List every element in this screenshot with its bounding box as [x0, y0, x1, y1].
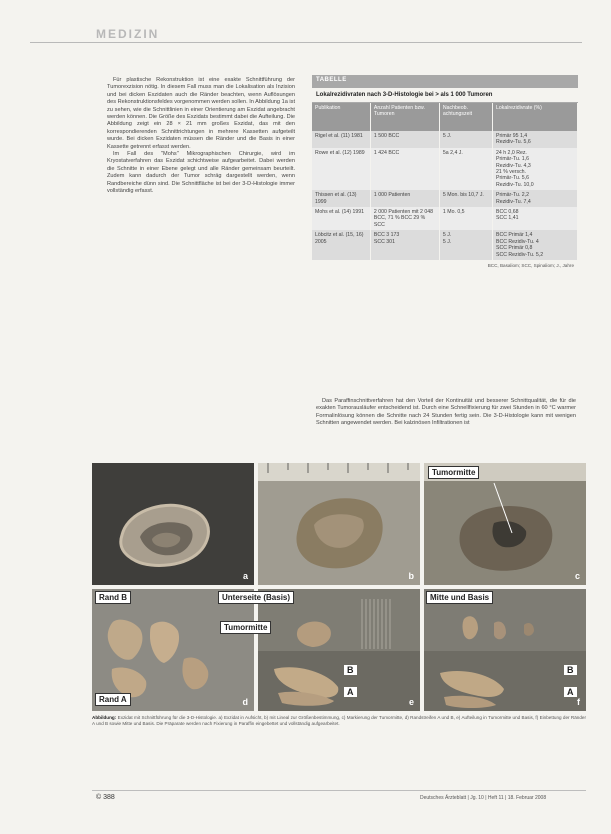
- edge-b-marker: B: [344, 665, 357, 675]
- footer-rule: [92, 790, 586, 791]
- edge-a-marker: A: [564, 687, 577, 697]
- page-number: © 388: [96, 794, 115, 801]
- table-tag: TABELLE: [312, 75, 578, 88]
- specimen-photo-a: [92, 463, 254, 585]
- figure-caption: [92, 715, 586, 727]
- caption-lead: Abbildung:: [92, 715, 117, 720]
- figure-letter: d: [242, 697, 248, 707]
- table-row: [312, 190, 578, 207]
- figure-panel-a: [92, 463, 254, 585]
- table-header-cell: Lokalrezidivrate (%): [493, 103, 578, 131]
- table-header-cell: Nachbeob. achtungszeit: [439, 103, 492, 131]
- table-cell: 5a 2,4 J.: [439, 148, 492, 190]
- figure-letter: e: [408, 697, 414, 707]
- table-row: [312, 230, 578, 260]
- figure-panel-d: [92, 589, 254, 711]
- tumor-center-label: Tumormitte: [428, 466, 479, 479]
- table-footnote: BCC, Basaliom; SCC, Spinaliom; J., Jahre: [487, 262, 574, 268]
- edge-a-label: Rand A: [95, 693, 131, 706]
- figure-letter: a: [242, 571, 248, 581]
- table-cell: 1 000 Patienten: [370, 190, 439, 207]
- data-table: [312, 75, 578, 268]
- table-cell: 2 000 Patienten mit 2 048 BCC, 71 % BCC 29 % SCC: [370, 207, 439, 230]
- figure-panel-b: [258, 463, 420, 585]
- section-label: MEDIZIN: [96, 27, 160, 41]
- figure-letter: c: [574, 571, 580, 581]
- table-row: [312, 131, 578, 148]
- specimen-photo-c: [424, 463, 586, 585]
- table-header-row: [312, 103, 578, 131]
- table-cell: BCC 3 173 SCC 301: [370, 230, 439, 260]
- edge-b-marker: B: [564, 665, 577, 675]
- left-text-column: [107, 77, 295, 196]
- table-cell: Primär 95 1,4 Rezidiv-Tu. 5,6: [493, 131, 578, 148]
- table-cell: Thissen et al. (13) 1999: [312, 190, 370, 207]
- caption-text: Exzidat mit Schnittführung für die 3-D-Histologie. a) Exzidat in Aufsicht, b) mit Lineal zur Größenbestimmung, c) Markierung der Tumormitte, d) Randstreifen A und B, e) Aufteilung in Tumormitte und Basis, f) Einbettung der Ränder A und B sowie Mitte und Basis. Die Präparate werden nach Fixierung in Paraffin eingebettet und vollständig aufgearbeitet.: [92, 715, 586, 727]
- table-header-cell: Anzahl Patienten bzw. Tumoren: [370, 103, 439, 131]
- edge-b-label: Rand B: [95, 591, 131, 604]
- table-row: [312, 148, 578, 190]
- specimen-photo-e: [258, 589, 420, 711]
- center-and-basis-label: Mitte und Basis: [426, 591, 493, 604]
- table-cell: Mohs et al. (14) 1991: [312, 207, 370, 230]
- table-cell: Primär-Tu. 2,2 Rezidiv-Tu. 7,4: [493, 190, 578, 207]
- underside-basis-label: Unterseite (Basis): [218, 591, 294, 604]
- table-header-cell: Publikation: [312, 103, 370, 131]
- table-cell: Rowe et al. (12) 1989: [312, 148, 370, 190]
- table-cell: Rigel et al. (11) 1981: [312, 131, 370, 148]
- specimen-photo-f: [424, 589, 586, 711]
- table-cell: 24 h 2,0 Rez. Primär-Tu. 1,6 Rezidiv-Tu. 4,3 21 % versch. Primär-Tu. 5,6 Rezidiv-Tu. 10,0: [493, 148, 578, 190]
- journal-citation: Deutsches Ärzteblatt | Jg. 10 | Heft 11 | 18. Februar 2008: [420, 795, 547, 801]
- table-cell: 1 Mo. 0,5: [439, 207, 492, 230]
- table-cell: 1 500 BCC: [370, 131, 439, 148]
- specimen-photo-b: [258, 463, 420, 585]
- figure-letter: b: [408, 571, 414, 581]
- figure-panel-e: [222, 589, 420, 711]
- right-paragraph-1: Das Paraffinschnittverfahren hat den Vorteil der Kontinuität und besserer Schnittqualität, die für die exakten Tumorausläufer entscheidend ist. Durch eine Schnellfixierung für zwei Stunden in 60 °C warmer Formalinlösung können die Schnitte nach 24 Stunden fertig sein. Die 3-D-Histologie kann mit wenigen Schnitten angewendet werden. Bei kalzinösen Infiltrationen ist: [316, 398, 576, 427]
- table-cell: 1 424 BCC: [370, 148, 439, 190]
- table-grid: [312, 103, 578, 260]
- table-cell: 5 J. 5 J.: [439, 230, 492, 260]
- figure-panel-f: [424, 589, 586, 711]
- table-row: [312, 207, 578, 230]
- table-cell: 5 J.: [439, 131, 492, 148]
- tumor-center-label: Tumormitte: [220, 621, 271, 634]
- figure-panel-c: [424, 463, 586, 585]
- table-cell: Löbcitz et al. (15, 16) 2005: [312, 230, 370, 260]
- edge-a-marker: A: [344, 687, 357, 697]
- figure-letter: f: [577, 697, 580, 707]
- table-cell: 5 Mon. bis 10,7 J.: [439, 190, 492, 207]
- table-title: Lokalrezidivraten nach 3-D-Histologie bei > als 1 000 Tumoren: [312, 88, 578, 103]
- left-paragraph-1: Für plastische Rekonstruktion ist eine exakte Schnittführung der Tumorexzision nötig. In diesem Fall muss man die Lokalisation als Inzision und bei dicken Exzidaten auch die Ränder beachten, wenn Auflösungen des Rekonstruktionsfeldes vorgenommen werden sollen. In Abbildung 1a ist zu sehen, wie die Schnittlinien in einer Orientierung am Exzidat angebracht werden können. Die Größe des Exzidats bestimmt dabei die Aufteilung. Die Abbildung zeigt ein 28 × 21 mm großes Exzidat, das mit den korrespondierenden Schnittrichtungen in mehrere Kassetten aufgeteilt wurde. Bei dicken Exzidaten müssen die Ränder und die Basis in einer Kassette getrennt erfasst werden.: [107, 77, 295, 150]
- table-cell: BCC Primär 1,4 BCC Rezidiv-Tu. 4 SCC Primär 0,8 SCC Rezidiv-Tu. 5,2: [493, 230, 578, 260]
- table-cell: BCC 0,68 SCC 1,41: [493, 207, 578, 230]
- left-paragraph-2: Im Fall des "Mohs" Mikrographischen Chirurgie, wird im Kryostatverfahren das Exzidat schichtweise aufgearbeitet. Dabei werden die Schnitte in einer Ebene gelegt und alle Ränder gemeinsam beurteilt. Zudem kann dadurch der Tumor schräg dargestellt werden, wenn Randbereiche dünn sind. Die Schnittfläche ist bei der 3-D-Histologie immer vollständig erfasst.: [107, 151, 295, 195]
- right-text-column: [316, 398, 576, 428]
